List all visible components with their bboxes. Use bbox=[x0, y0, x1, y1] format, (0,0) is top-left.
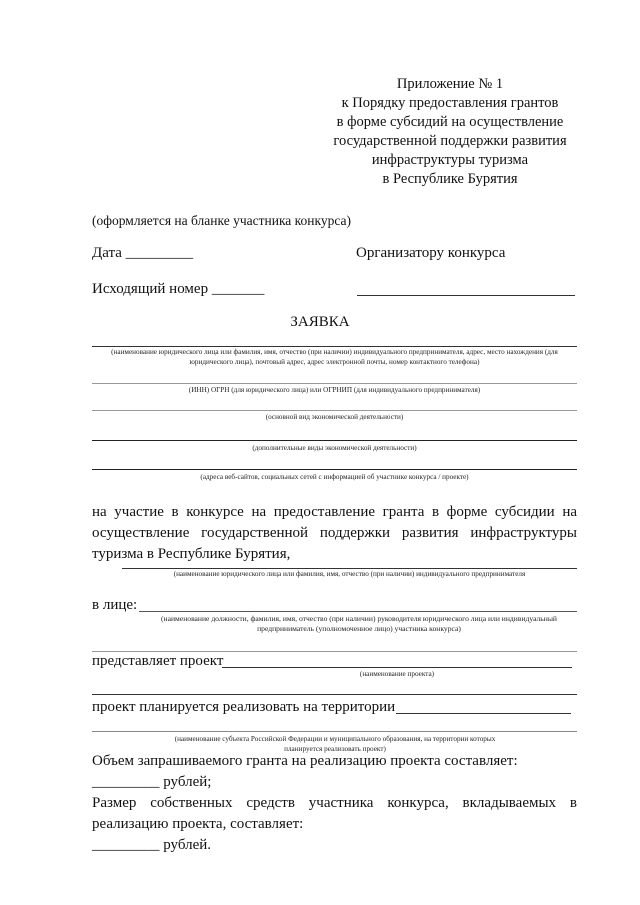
purpose-paragraph bbox=[92, 502, 577, 565]
inn-caption: (ИНН) ОГРН (для юридического лица) или ОГРНИП (для индивидуального предпринимателя) bbox=[188, 386, 481, 394]
appendix-line: Приложение № 1 bbox=[396, 76, 504, 92]
main-activity-line[interactable] bbox=[92, 410, 577, 411]
entity-short-caption: (наименование юридического лица или фамилия, имя, отчество (при наличии) индивидуального предпринимателя bbox=[173, 570, 526, 578]
appendix-line: в Республике Бурятия bbox=[382, 171, 518, 187]
project-extra-line[interactable] bbox=[92, 694, 577, 695]
outgoing-number-field[interactable]: Исходящий номер _______ bbox=[92, 281, 265, 297]
entity-field-line[interactable] bbox=[92, 346, 577, 347]
own-funds-text: реализацию проекта, составляет: bbox=[92, 816, 304, 832]
entity-short-line[interactable] bbox=[122, 568, 577, 569]
grant-rubles-field[interactable]: _________ рублей; bbox=[92, 774, 212, 790]
territory-field-line[interactable] bbox=[396, 713, 571, 714]
own-rubles-field[interactable]: _________ рублей. bbox=[92, 837, 212, 853]
grant-amount-text: Объем запрашиваемого гранта на реализацию проекта составляет: bbox=[92, 753, 518, 769]
appendix-line: к Порядку предоставления грантов bbox=[341, 95, 559, 111]
project-field-line[interactable] bbox=[222, 667, 572, 668]
organizer-name-line[interactable] bbox=[357, 295, 575, 296]
inn-field-line[interactable] bbox=[92, 383, 577, 384]
person-label: в лице: bbox=[92, 597, 138, 613]
main-activity-caption: (основной вид экономической деятельности) bbox=[265, 413, 404, 421]
entity-caption: (наименование юридического лица или фамилия, имя, отчество (при наличии) индивидуального предпринимателя, адрес, место нахождения (для юридического лица), почтовый адрес, адрес электронной почты, номер контактного телефона) bbox=[111, 348, 558, 366]
websites-caption: (адреса веб-сайтов, социальных сетей с информацией об участнике конкурса / проекте) bbox=[200, 473, 469, 481]
own-funds-text: Размер собственных средств участника конкурса, вкладываемых в bbox=[92, 795, 577, 811]
purpose-line: туризма в Республике Бурятия, bbox=[92, 546, 291, 562]
territory-extra-line[interactable] bbox=[92, 731, 577, 732]
appendix-header bbox=[300, 75, 600, 189]
letterhead-note: (оформляется на бланке участника конкурса) bbox=[92, 213, 352, 228]
date-field[interactable]: Дата _________ bbox=[92, 245, 194, 261]
territory-label: проект планируется реализовать на территории bbox=[92, 699, 396, 715]
extra-activity-caption: (дополнительные виды экономической деятельности) bbox=[252, 444, 417, 452]
form-title: ЗАЯВКА bbox=[290, 314, 350, 330]
grant-section bbox=[92, 751, 577, 856]
extra-activity-line[interactable] bbox=[92, 440, 577, 441]
appendix-line: в форме субсидий на осуществление bbox=[336, 114, 564, 130]
territory-caption: (наименование субъекта Российской Федерации и муниципального образования, на территории которых планируется реализовать проект) bbox=[174, 735, 496, 753]
appendix-line: инфраструктуры туризма bbox=[371, 152, 529, 168]
person-field-line[interactable] bbox=[139, 611, 577, 612]
appendix-line: государственной поддержки развития bbox=[333, 133, 567, 149]
person-caption: (наименование должности, фамилия, имя, отчество (при наличии) руководителя юридического лица или индивидуальный предприниматель (уполномоченное лицо) участника конкурса) bbox=[161, 614, 557, 633]
organizer-label: Организатору конкурса bbox=[356, 245, 506, 261]
person-extra-line[interactable] bbox=[92, 651, 577, 652]
websites-line[interactable] bbox=[92, 469, 577, 470]
project-caption: (наименование проекта) bbox=[359, 670, 435, 678]
purpose-line: на участие в конкурсе на предоставление гранта в форме субсидии на bbox=[92, 504, 577, 520]
purpose-line: осуществление государственной поддержки развития инфраструктуры bbox=[92, 525, 577, 541]
project-label: представляет проект bbox=[92, 653, 224, 669]
